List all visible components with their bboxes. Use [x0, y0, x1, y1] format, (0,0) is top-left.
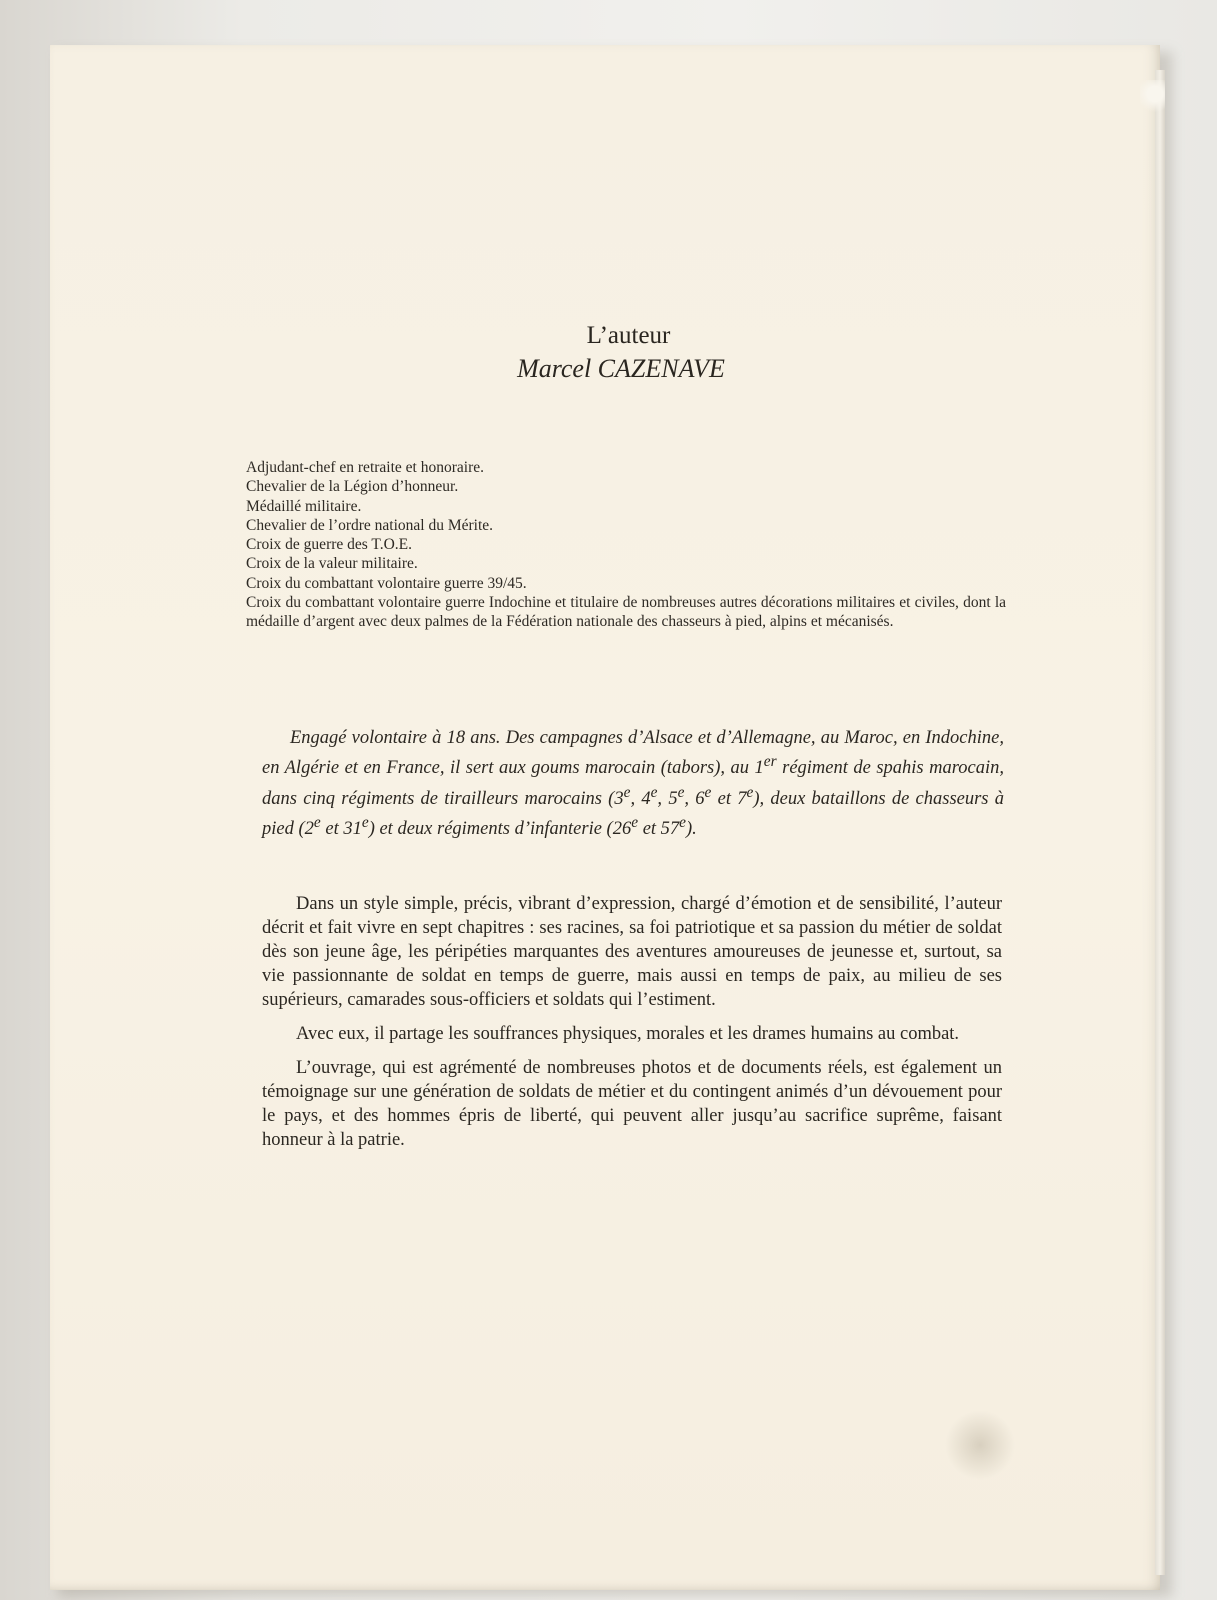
description-block [262, 892, 1002, 1162]
conjunction: et [711, 788, 738, 809]
superscript: e [679, 813, 687, 831]
engagement-text: ) et deux régiments d’infanterie ( [368, 819, 613, 840]
engagement-paragraph: Engagé volontaire à 18 ans. Des campagnes d’Alsace et d’Allemagne, au Maroc, en Indochine, en Algérie et en France, il sert aux goums marocain (tabors), au 1er régiment de spahis marocain, dans cinq régiments de tirailleurs marocains (3e, 4e, 5e, 6e et 7e), deux bataillons de chasseurs à pied (2e et 31e) et deux régiments d’infanterie (26e et 57e). [262, 728, 1005, 840]
description-paragraph: Dans un style simple, précis, vibrant d’expression, chargé d’émotion et de sensibilité, l’auteur décrit et fait vivre en sept chapitres : ses racines, sa foi patriotique et sa passion du métier de soldat dès son jeune âge, les péripéties marquantes des aventures amoureuses de jeunesse et, surtout, sa vie passionnante de soldat en temps de guerre, mais aussi en temps de paix, au milieu de ses supérieurs, camarades sous-officiers et soldats qui l’estiment. [262, 894, 1002, 1010]
regiment-number: 4 [641, 788, 651, 809]
honour-item: Croix du combattant volontaire guerre Indochine et titulaire de nombreuses autres décorations militaires et civiles, dont la médaille d’argent avec deux palmes de la Fédération nationale des chasseurs à pied, alpins et mécanisés. [246, 594, 1006, 631]
author-name: Marcel CAZENAVE [517, 354, 725, 383]
honour-item: Chevalier de la Légion d’honneur. [246, 478, 459, 496]
conjunction: et [638, 819, 661, 840]
superscript: e [313, 813, 321, 831]
regiment-number: 7 [737, 788, 747, 809]
regiment-number: 31 [343, 819, 362, 840]
superscript: e [677, 783, 685, 801]
regiment-number: 57 [660, 819, 680, 840]
page-edges [1155, 70, 1165, 1575]
superscript: e [361, 813, 369, 831]
superscript: e [746, 783, 754, 801]
cover-scuff [945, 1410, 1015, 1480]
regiment-number: 6 [695, 788, 705, 809]
corner-wear [1140, 80, 1165, 115]
engagement-text: régiment de spahis marocain, dans cinq régiments de tirailleurs marocains (3 [262, 758, 1004, 809]
honour-item: Croix de guerre des T.O.E. [246, 536, 413, 554]
superscript: er [763, 753, 777, 771]
regiment-number: 2 [304, 819, 314, 840]
honours-list [246, 458, 1006, 632]
description-paragraph: Avec eux, il partage les souffrances physiques, morales et les drames humains au combat. [296, 1024, 960, 1044]
description-paragraph: L’ouvrage, qui est agrémenté de nombreuses photos et de documents réels, est également un témoignage sur une génération de soldats de métier et du contingent animés d’un dévouement pour le pays, et des hommes épris de liberté, qui peuvent aller jusqu’au sacrifice suprême, faisant honneur à la patrie. [262, 1058, 1002, 1150]
superscript: e [650, 783, 658, 801]
title-block [0, 320, 1217, 386]
conjunction: et [320, 819, 344, 840]
regiment-number: 5 [668, 788, 678, 809]
engagement-text: ). [686, 819, 697, 840]
superscript: e [623, 783, 631, 801]
honour-item: Croix du combattant volontaire guerre 39/45. [246, 574, 527, 592]
engagement-text: Engagé volontaire à 18 ans. Des campagnes d’Alsace et d’Allemagne, au Maroc, en Indochine, en Algérie et en France, il sert aux goums marocain (tabors), au 1 [262, 728, 1004, 779]
honour-item: Adjudant-chef en retraite et honoraire. [246, 459, 484, 476]
honour-item: Croix de la valeur militaire. [246, 555, 418, 573]
superscript: e [631, 813, 639, 831]
honour-item: Chevalier de l’ordre national du Mérite. [246, 516, 494, 534]
honour-item: Médaillé militaire. [246, 497, 362, 515]
superscript: e [704, 783, 712, 801]
regiment-number: 26 [612, 819, 632, 840]
engagement-text: ), deux bataillons de chasseurs à pied ( [262, 788, 1005, 840]
page-title: L’auteur [586, 322, 671, 349]
